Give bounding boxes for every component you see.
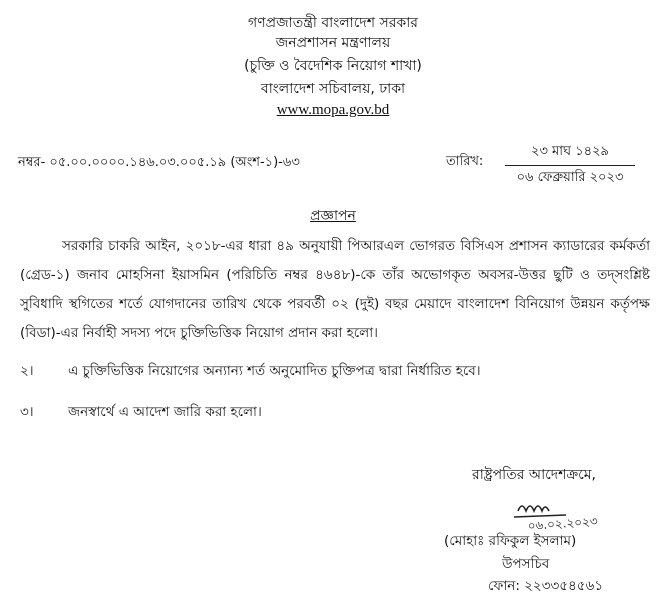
header-location: বাংলাদেশ সচিবালয়, ঢাকা <box>260 81 406 97</box>
header-ministry: জনপ্রশাসন মন্ত্রণালয় <box>275 35 391 51</box>
item-number: ২। <box>20 363 34 379</box>
list-item <box>20 401 262 424</box>
item-text: এ চুক্তিভিত্তিক নিয়োগের অন্যান্য শর্ত অনুমোদিত চুক্তিপত্র দ্বারা নির্ধারিত হবে। <box>68 363 481 379</box>
website-link[interactable]: www.mopa.gov.bd <box>276 102 390 118</box>
reference-number: নম্বর- ০৫.০০.০০০০.১৪৬.০৩.০০৫.১৯ (অংশ-১)-৬৩ <box>18 155 300 170</box>
item-text: জনস্বার্থে এ আদেশ জারি করা হলো। <box>68 404 262 420</box>
list-item <box>20 360 481 383</box>
order-line: রাষ্ট্রপতির আদেশক্রমে, <box>472 467 596 483</box>
date-gregorian: ০৬ ফেব্রুয়ারি ২০২৩ <box>516 170 624 185</box>
notification-title: প্রজ্ঞাপন <box>310 208 356 224</box>
notification-title-row <box>0 204 666 228</box>
signatory-designation: উপসচিব <box>502 556 550 572</box>
header-section: (চুক্তি ও বৈদেশিক নিয়োগ শাখা) <box>244 58 422 74</box>
body-paragraph-1 <box>20 232 650 348</box>
signatory-phone: ফোন: ২২৩৩৫৪৫৬১ <box>488 578 604 594</box>
signatory-name: (মোহাঃ রফিকুল ইসলাম) <box>444 533 577 549</box>
handwritten-date: ০৬.০২.২০২৩ <box>527 514 599 533</box>
item-number: ৩। <box>20 404 34 420</box>
paragraph-1-text: সরকারি চাকরি আইন, ২০১৮-এর ধারা ৪৯ অনুযায়ী পিআরএল ভোগরত বিসিএস প্রশাসন ক্যাডারের কর্মকর্তা (গ্রেড-১) জনাব মোহসিনা ইয়াসমিন (পরিচিতি নম্বর ৪৬৪৮)-কে তাঁর অভোগকৃত অবসর-উত্তর ছুটি ও তদ্‌সংশ্লিষ্ট সুবিধাদি স্থগিতের শর্তে যোগদানের তারিখ থেকে পরবর্তী ০২ (দুই) বছর মেয়াদে বাংলাদেশ বিনিয়োগ উন্নয়ন কর্তৃপক্ষ (বিডা)-এর নির্বাহী সদস্য পদে চুক্তিভিত্তিক নিয়োগ প্রদান করা হলো। <box>20 238 650 341</box>
date-block <box>505 142 635 189</box>
date-bangla: ২৩ মাঘ ১৪২৯ <box>505 142 635 166</box>
header-government: গণপ্রজাতন্ত্রী বাংলাদেশ সরকার <box>248 15 418 31</box>
header-website-row <box>0 101 666 119</box>
date-label: তারিখ: <box>446 154 484 169</box>
